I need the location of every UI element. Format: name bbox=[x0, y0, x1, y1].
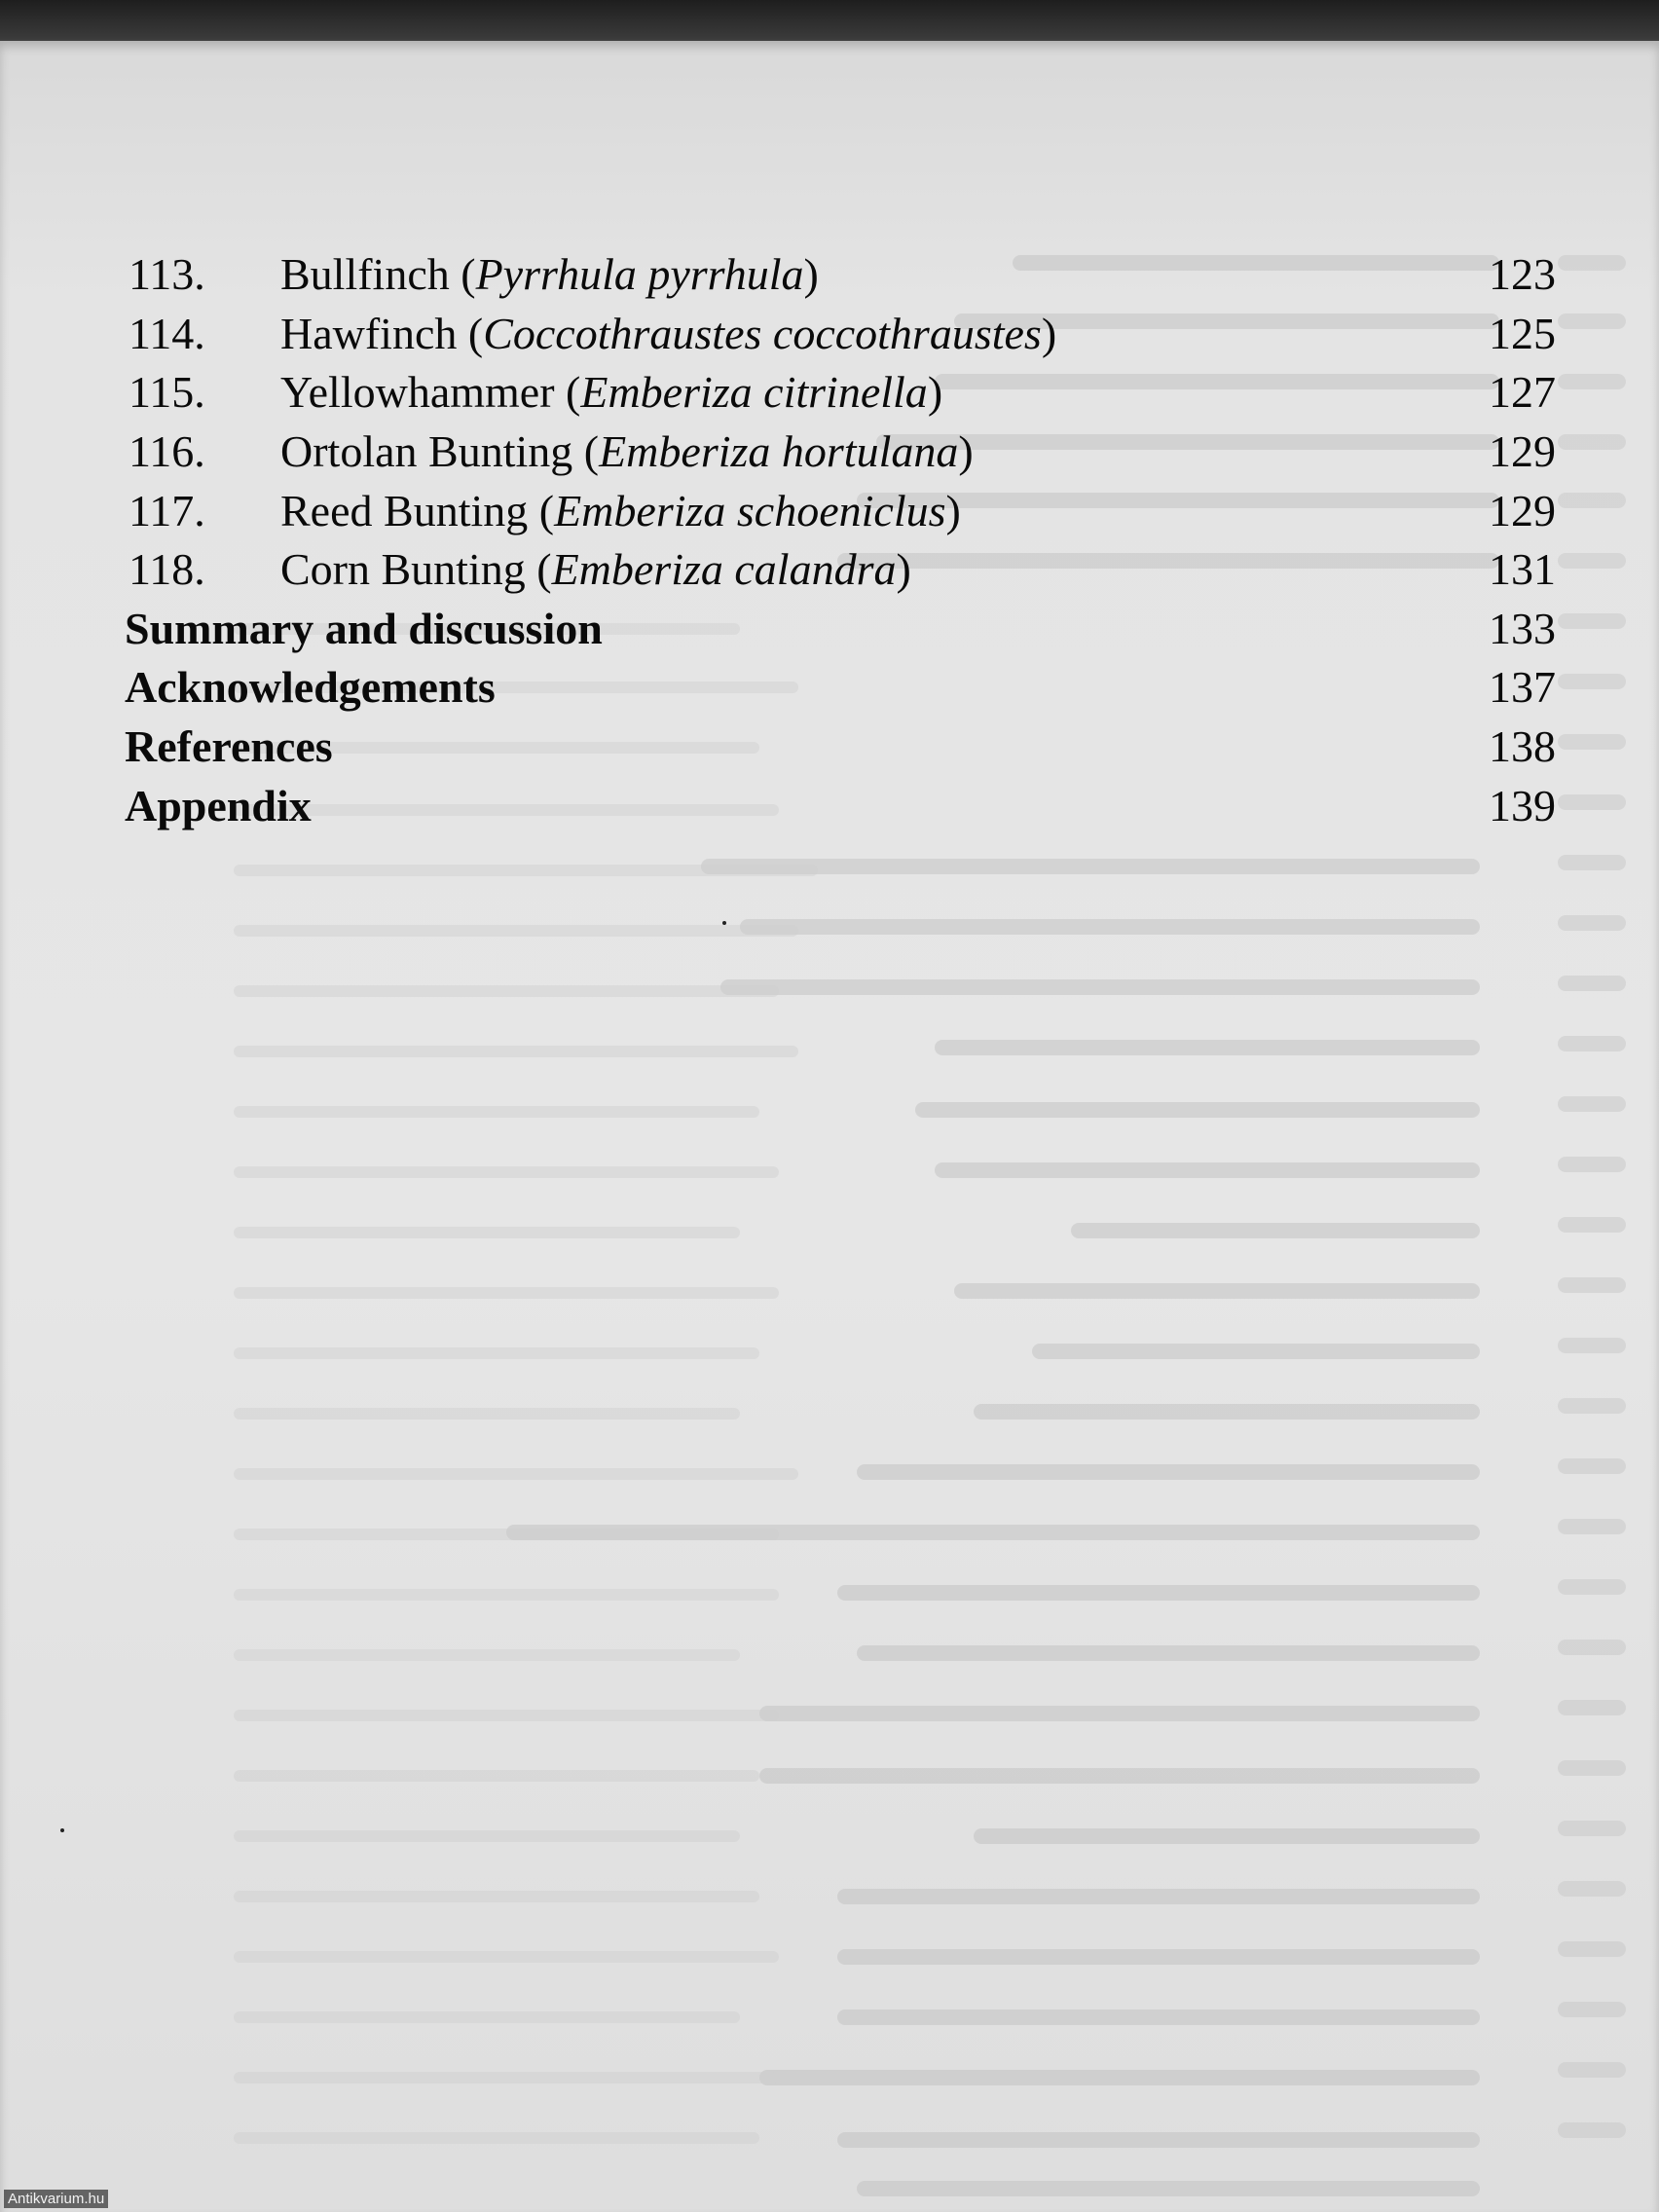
entry-number: 114. bbox=[129, 308, 205, 358]
entry-title: Bullfinch (Pyrrhula pyrrhula) bbox=[280, 249, 819, 300]
section-title: References bbox=[125, 721, 333, 772]
entry-number: 116. bbox=[129, 426, 205, 477]
entry-title: Corn Bunting (Emberiza calandra) bbox=[280, 544, 911, 595]
entry-title: Ortolan Bunting (Emberiza hortulana) bbox=[280, 426, 974, 477]
toc-entry-117 bbox=[125, 481, 1556, 540]
entry-page-number: 129 bbox=[1489, 426, 1556, 477]
toc-entry-115 bbox=[125, 363, 1556, 423]
entry-page-number: 131 bbox=[1489, 544, 1556, 595]
toc-section-appendix bbox=[125, 776, 1556, 835]
entry-number: 113. bbox=[129, 249, 205, 300]
watermark: Antikvarium.hu bbox=[4, 2190, 108, 2208]
entry-title: Hawfinch (Coccothraustes coccothraustes) bbox=[280, 308, 1057, 358]
entry-number: 115. bbox=[129, 367, 205, 418]
entry-title: Reed Bunting (Emberiza schoeniclus) bbox=[280, 485, 961, 535]
entry-page-number: 129 bbox=[1489, 485, 1556, 535]
section-page-number: 137 bbox=[1489, 662, 1556, 713]
section-page-number: 138 bbox=[1489, 721, 1556, 772]
entry-title: Yellowhammer (Emberiza citrinella) bbox=[280, 367, 943, 418]
toc-entry-116 bbox=[125, 423, 1556, 482]
entry-number: 117. bbox=[129, 485, 205, 535]
section-title: Acknowledgements bbox=[125, 662, 496, 713]
speck bbox=[722, 921, 726, 925]
section-title: Appendix bbox=[125, 780, 312, 830]
toc-entry-118 bbox=[125, 540, 1556, 600]
toc-entry-113 bbox=[125, 245, 1556, 305]
entry-page-number: 123 bbox=[1489, 249, 1556, 300]
entry-page-number: 127 bbox=[1489, 367, 1556, 418]
toc-section-acknowledgements bbox=[125, 658, 1556, 718]
toc-section-references bbox=[125, 718, 1556, 777]
speck bbox=[60, 1828, 64, 1832]
entry-page-number: 125 bbox=[1489, 308, 1556, 358]
table-of-contents bbox=[125, 245, 1556, 835]
section-page-number: 139 bbox=[1489, 780, 1556, 830]
section-title: Summary and discussion bbox=[125, 603, 603, 653]
toc-section-summary bbox=[125, 600, 1556, 659]
section-page-number: 133 bbox=[1489, 603, 1556, 653]
toc-entry-114 bbox=[125, 305, 1556, 364]
entry-number: 118. bbox=[129, 544, 205, 595]
